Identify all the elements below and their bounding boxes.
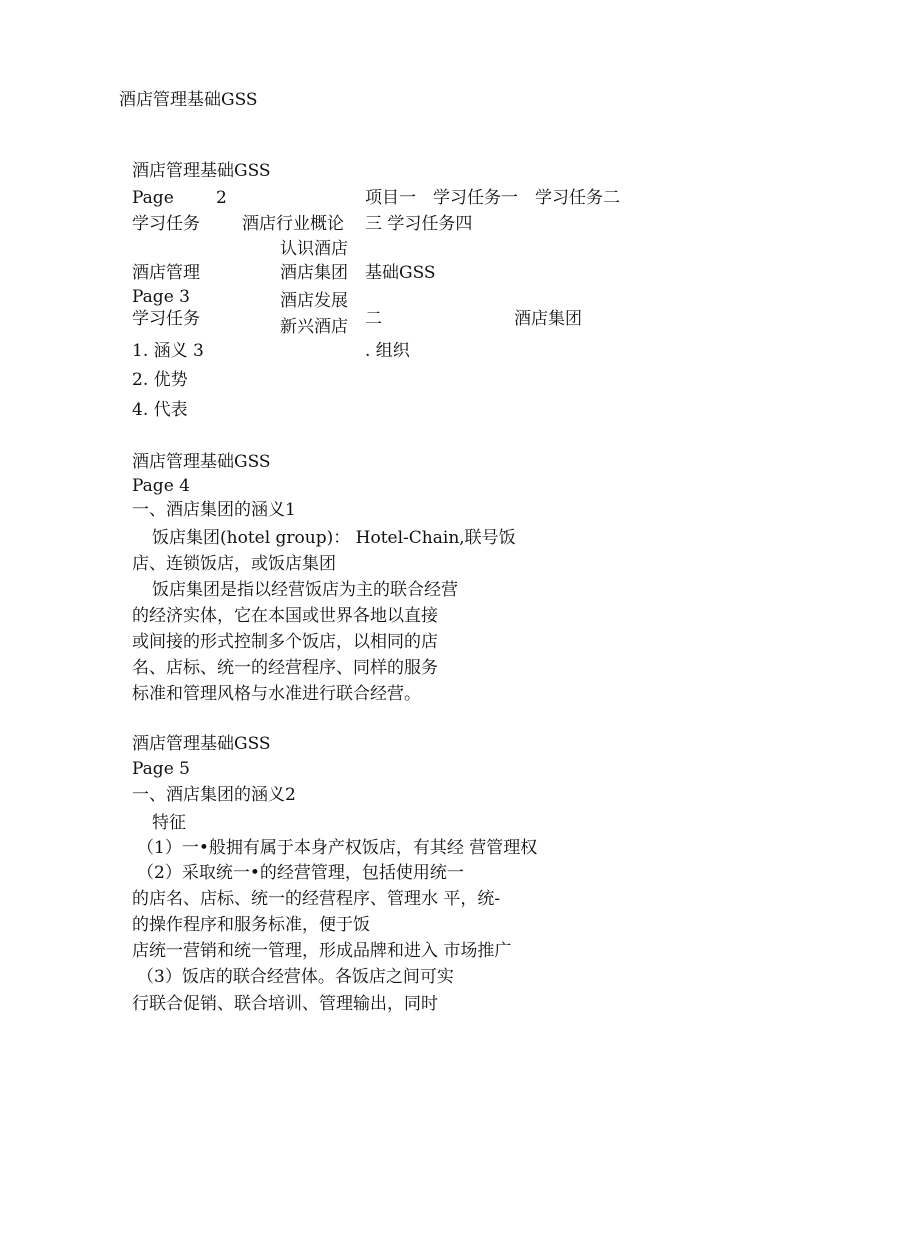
- column-item: 认识酒店: [280, 239, 348, 259]
- slide-header: 酒店管理基础GSS: [132, 452, 271, 472]
- paragraph-line: （1）一•般拥有属于本身产权饭店，有其经 营管理权: [137, 838, 538, 858]
- column-item: 酒店集团: [280, 263, 348, 283]
- industry-overview: 酒店行业概论: [242, 214, 344, 234]
- paragraph-line: 的经济实体，它在本国或世界各地以直接: [132, 606, 438, 626]
- paragraph-line: 标准和管理风格与水准进行联合经营。: [132, 684, 421, 704]
- section-heading: 一、酒店集团的涵义2: [132, 785, 296, 805]
- column-item: 酒店发展: [280, 291, 348, 311]
- tasks-3-4: 三 学习任务四: [365, 214, 473, 234]
- slide-title-right: 基础GSS: [365, 263, 436, 283]
- task-label: 学习任务: [132, 214, 200, 234]
- paragraph-line: （2）采取统一•的经营管理，包括使用统一: [137, 863, 464, 883]
- section-heading: 一、酒店集团的涵义1: [132, 500, 296, 520]
- list-item: 4. 代表: [132, 400, 188, 420]
- paragraph-line: 饭店集团是指以经营饭店为主的联合经营: [152, 580, 458, 600]
- page-label: Page 4: [132, 476, 190, 496]
- list-item: 2. 优势: [132, 370, 188, 390]
- paragraph-line: 名、店标、统一的经营程序、同样的服务: [132, 658, 438, 678]
- tasks-row: 项目一 学习任务一 学习任务二: [365, 188, 620, 208]
- paragraph-line: 的店名、店标、统一的经营程序、管理水 平，统-: [132, 889, 501, 909]
- paragraph-line: 的操作程序和服务标准，便于饭: [132, 915, 370, 935]
- slide-header: 酒店管理基础GSS: [132, 734, 271, 754]
- paragraph-line: 饭店集团(hotel group)： Hotel-Chain,联号饭: [152, 528, 516, 548]
- hotel-group-label: 酒店集团: [514, 309, 582, 329]
- list-item: . 组织: [365, 341, 410, 361]
- slide-title-left: 酒店管理: [132, 263, 200, 283]
- paragraph-line: 行联合促销、联合培训、管理输出，同时: [132, 994, 438, 1014]
- list-item: 1. 涵义 3: [132, 341, 204, 361]
- paragraph-line: 店、连锁饭店，或饭店集团: [132, 554, 336, 574]
- paragraph-line: 特征: [152, 813, 186, 833]
- paragraph-line: 店统一营销和统一管理，形成品牌和进入 市场推广: [132, 941, 512, 961]
- page-number: 2: [216, 188, 227, 208]
- page-label: Page: [132, 188, 174, 208]
- slide-header: 酒店管理基础GSS: [132, 161, 271, 181]
- paragraph-line: 或间接的形式控制多个饭店，以相同的店: [132, 632, 438, 652]
- page-label: Page 5: [132, 759, 190, 779]
- column-item: 新兴酒店: [280, 317, 348, 337]
- task-label: 学习任务: [132, 309, 200, 329]
- page-label: Page 3: [132, 287, 190, 307]
- doc-title: 酒店管理基础GSS: [119, 90, 258, 110]
- dash-marker: 二: [365, 309, 382, 329]
- paragraph-line: （3）饭店的联合经营体。各饭店之间可实: [137, 967, 454, 987]
